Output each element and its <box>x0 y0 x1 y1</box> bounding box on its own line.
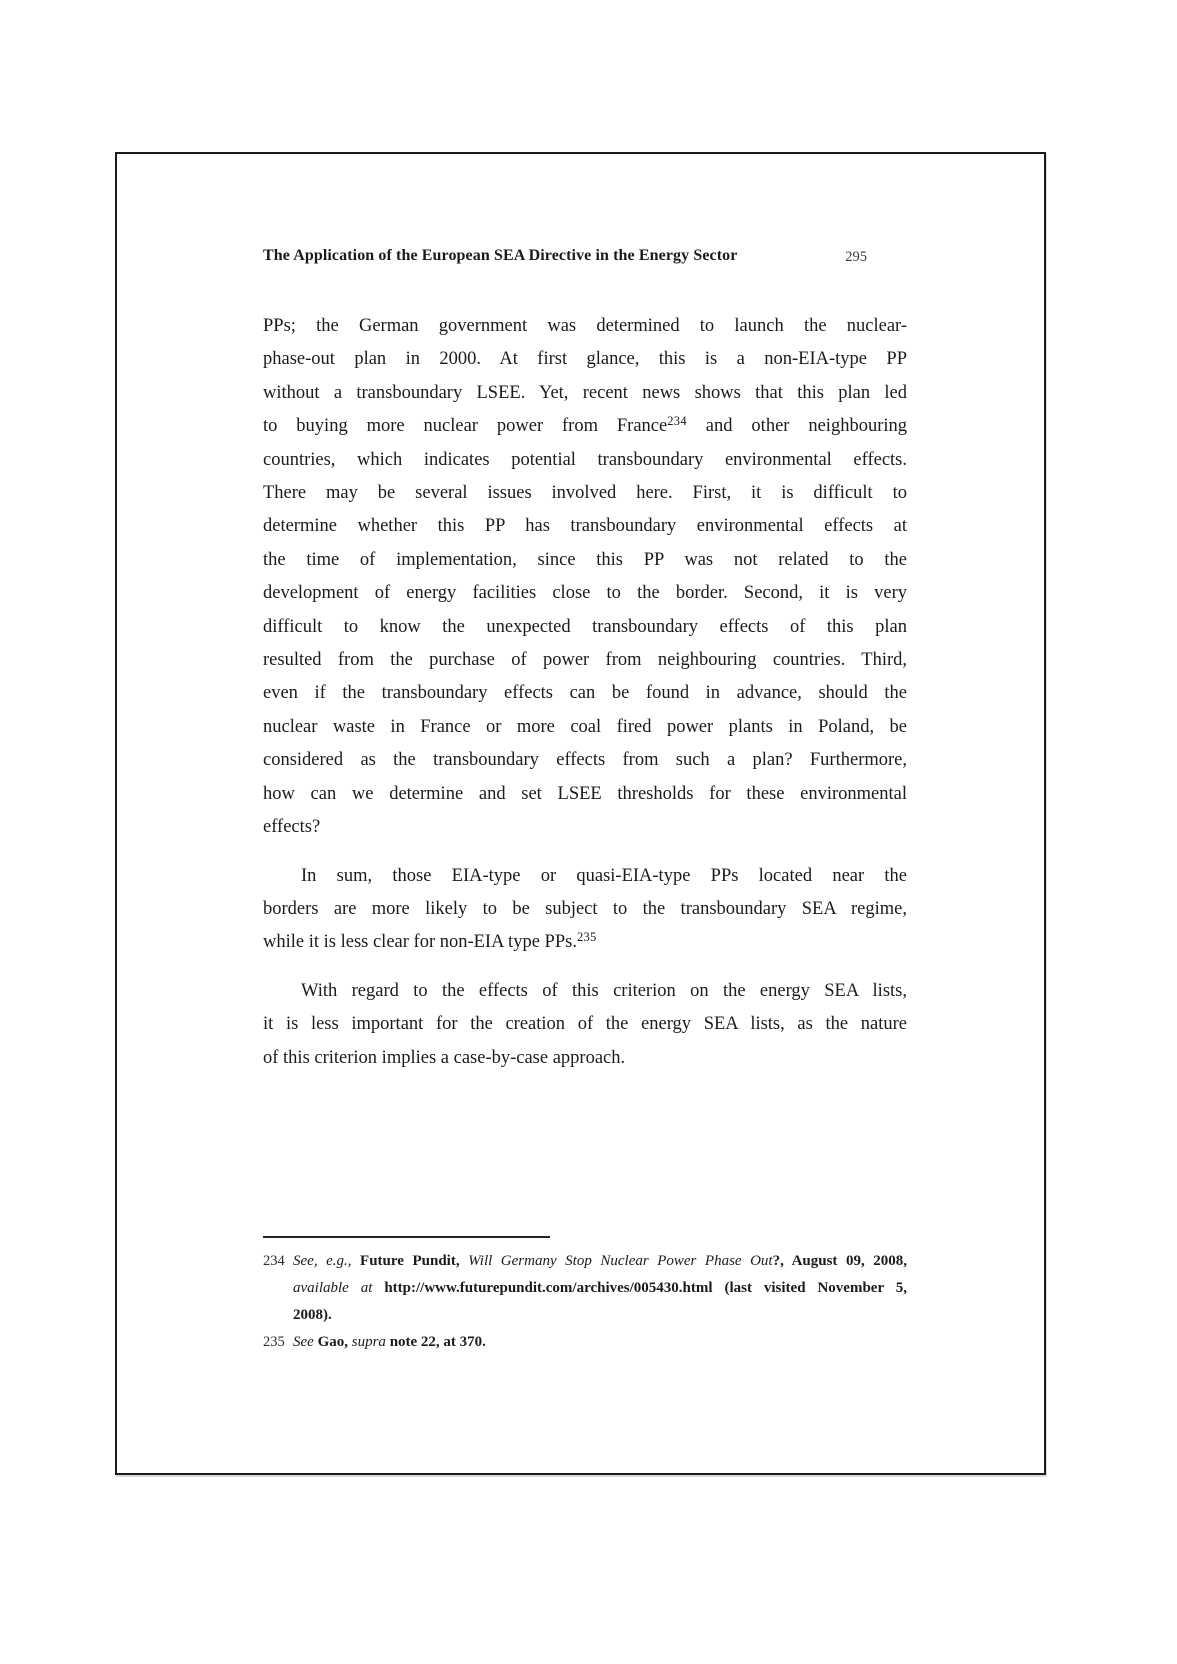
running-header <box>263 247 907 265</box>
text-segment: Will Germany Stop Nuclear Power Phase Out <box>468 1253 773 1269</box>
text-line: even if the transboundary effects can be found in advance, should the <box>263 683 907 704</box>
text-line: difficult to know the unexpected transboundary effects of this plan <box>263 616 907 637</box>
text-line: of this criterion implies a case-by-case approach. <box>263 1047 626 1068</box>
text-segment: and other neighbouring <box>686 416 907 437</box>
text-line: considered as the transboundary effects from such a plan? Furthermore, <box>263 750 907 771</box>
text-line: countries, which indicates potential transboundary environmental effects. <box>263 449 907 470</box>
text-line: With regard to the effects of this criterion on the energy SEA lists, <box>301 980 907 1001</box>
text-segment: See <box>293 1334 318 1350</box>
footnote-text <box>293 1329 907 1356</box>
paragraph-3 <box>263 975 907 1075</box>
text-line: development of energy facilities close to the border. Second, it is very <box>263 583 907 604</box>
footnote-ref-234: 234 <box>667 414 687 429</box>
text-segment: supra <box>351 1334 390 1350</box>
footnote-235 <box>263 1329 907 1356</box>
text-line <box>263 926 907 959</box>
paragraph-1 <box>263 310 907 845</box>
scanned-page <box>115 152 1046 1475</box>
text-segment: while it is less clear for non-EIA type PPs. <box>263 932 577 953</box>
text-segment: Gao, <box>317 1334 352 1350</box>
footnote-number: 234 <box>263 1253 285 1269</box>
paragraph-2 <box>263 860 907 960</box>
text-segment: See, e.g., <box>293 1253 361 1269</box>
text-line: There may be several issues involved here. First, it is difficult to <box>263 483 907 504</box>
text-line: how can we determine and set LSEE thresholds for these environmental <box>263 783 907 804</box>
footnote-number: 235 <box>263 1334 285 1350</box>
text-line: without a transboundary LSEE. Yet, recent news shows that this plan led <box>263 382 907 403</box>
text-line: determine whether this PP has transboundary environmental effects at <box>263 516 907 537</box>
footnote-line <box>293 1248 907 1275</box>
running-header-title: The Application of the European SEA Directive in the Energy Sector <box>263 247 738 264</box>
footnote-ref-235: 235 <box>576 930 597 945</box>
text-line: it is less important for the creation of the energy SEA lists, as the nature <box>263 1014 907 1035</box>
text-line: nuclear waste in France or more coal fired power plants in Poland, be <box>263 716 907 737</box>
body-text <box>263 310 907 1075</box>
text-segment: available at <box>293 1280 385 1296</box>
text-segment: note 22, at 370. <box>389 1334 486 1350</box>
footnote-line <box>293 1275 907 1302</box>
text-line <box>263 410 907 443</box>
text-segment: to buying more nuclear power from France <box>263 416 668 437</box>
text-segment: Future Pundit, <box>360 1253 469 1269</box>
footnotes-section <box>263 1236 907 1356</box>
text-line: PPs; the German government was determined to launch the nuclear- <box>263 316 907 336</box>
text-line: phase-out plan in 2000. At first glance, this is a non-EIA-type PP <box>263 349 907 370</box>
text-line: borders are more likely to be subject to the transboundary SEA regime, <box>263 898 907 919</box>
text-line: the time of implementation, since this PP was not related to the <box>263 549 907 570</box>
footnote-234 <box>263 1248 907 1329</box>
footnote-line <box>293 1329 907 1356</box>
text-line: In sum, those EIA-type or quasi-EIA-type PPs located near the <box>301 865 907 886</box>
footnote-line <box>293 1302 907 1329</box>
footnote-separator <box>263 1236 550 1238</box>
footnote-url: http://www.futurepundit.com/archives/005430.html (last visited November 5, <box>384 1280 907 1296</box>
text-line: effects? <box>263 817 321 838</box>
page-number: 295 <box>845 249 867 265</box>
text-segment: 2008). <box>293 1307 332 1323</box>
footnote-text <box>293 1248 907 1329</box>
text-line: resulted from the purchase of power from neighbouring countries. Third, <box>263 650 907 671</box>
text-segment: ?, August 09, 2008, <box>772 1253 907 1269</box>
